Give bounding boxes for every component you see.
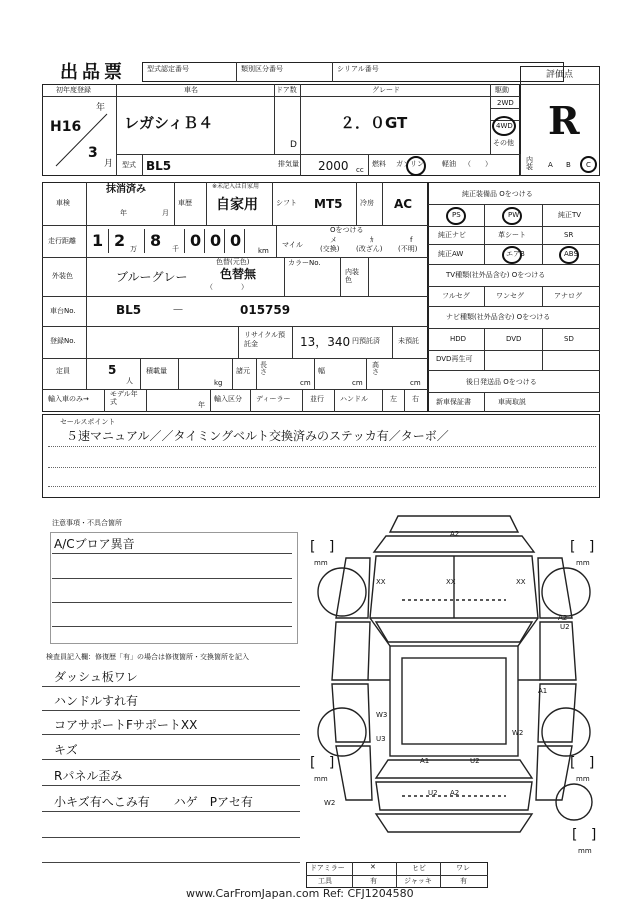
- recycle-not: 未預託: [398, 337, 419, 345]
- mark-front-right-fender: XX: [516, 578, 526, 586]
- eval-label: 評価点: [546, 70, 574, 80]
- fuel-gasoline-circle: [406, 156, 426, 176]
- legend-jack-mark: 有: [460, 877, 467, 885]
- mark-rear-bumper-a2: A2: [450, 789, 460, 797]
- mileage-circle-note: Oをつける: [330, 226, 364, 234]
- import-dealer: ディーラー: [256, 395, 291, 403]
- drive-4wd-circle: [492, 116, 516, 136]
- mileage-digit-6: 0: [230, 231, 242, 250]
- mark-front-left-fender: XX: [376, 578, 386, 586]
- legend-crack: ワレ: [456, 864, 470, 872]
- mileage-label: 走行距離: [48, 237, 76, 245]
- notes-label: 注意事項・不具合箇所: [52, 519, 122, 527]
- model-label: 型式: [122, 161, 136, 169]
- mm-front-left: mm: [314, 559, 328, 567]
- year-unit: 年: [96, 103, 106, 113]
- mm-front-right: mm: [576, 559, 590, 567]
- grade-label: グレード: [372, 86, 400, 94]
- capacity-label: 定員: [56, 367, 70, 375]
- model-value: BL5: [146, 159, 172, 173]
- equip-tv: 純正TV: [558, 211, 582, 219]
- recycle-unit: 円預託済: [352, 337, 380, 345]
- after-warranty: 新車保証書: [436, 398, 471, 406]
- drive-2wd: 2WD: [497, 99, 514, 107]
- bracket-rear-right: [ ]: [570, 755, 595, 771]
- legend-small-crack: ヒビ: [412, 864, 426, 872]
- form-title: 出品票: [60, 62, 126, 83]
- mm-rear-right: mm: [576, 775, 590, 783]
- recycle-value: 13，340: [300, 335, 351, 349]
- bracket-rear-left: [ ]: [310, 755, 335, 771]
- fuel-diesel: 軽油: [442, 160, 456, 168]
- mark-rear-u2: U2: [470, 757, 480, 765]
- mark-right-u2: U2: [560, 623, 570, 631]
- mark-hood: XX: [446, 578, 456, 586]
- inspector-line-6: 小キズ有へこみ有 ハゲ Pアセ有: [54, 795, 253, 809]
- handle-left: 左: [390, 395, 397, 403]
- import-handle: ハンドル: [340, 395, 368, 403]
- import-parallel: 並行: [310, 395, 324, 403]
- usage-note: ※未記入は自家用: [212, 183, 260, 190]
- mileage-modified: (改ざん): [356, 245, 383, 253]
- car-damage-diagram: [306, 510, 602, 850]
- displacement-value: 2000: [318, 159, 349, 173]
- eval-grade: R: [548, 98, 580, 143]
- shaken-value: 抹消済み: [106, 184, 146, 195]
- tv-title: TV種類(社外品含む) Oをつける: [446, 271, 546, 279]
- fuel-label: 燃料: [372, 160, 386, 168]
- serial-number-label: シリアル番号: [337, 65, 379, 73]
- after-manual: 車両取説: [498, 398, 526, 406]
- load-kg: kg: [214, 379, 223, 387]
- interior-label: 内装: [526, 156, 533, 171]
- vin-label: 車台No.: [50, 307, 76, 315]
- equip-pw-circle: [502, 207, 522, 225]
- load-label: 積載量: [146, 367, 167, 375]
- mark-left-rear-w2: W2: [324, 799, 336, 807]
- drive-4wd: 4WD: [496, 122, 513, 130]
- shift-value: MT5: [314, 197, 343, 211]
- dim-height: 高さ: [372, 361, 379, 376]
- equip-leather: 革シート: [498, 231, 526, 239]
- car-name-label: 車名: [184, 86, 198, 94]
- equip-navi: 純正ナビ: [438, 231, 466, 239]
- color-value: ブルーグレー: [116, 270, 188, 284]
- usage-value: 自家用: [216, 197, 258, 213]
- navi-hdd: HDD: [450, 335, 467, 343]
- dim-length: 長さ: [260, 361, 267, 376]
- after-title: 後日発送品 Oをつける: [466, 378, 537, 386]
- shaken-year: 年: [120, 209, 127, 217]
- equip-airbag-circle: [502, 246, 522, 264]
- cc-unit: cc: [356, 166, 364, 174]
- equip-ps-circle: [446, 207, 466, 225]
- legend-jack: ジャッキ: [404, 877, 432, 885]
- mark-left-w3: W3: [376, 711, 388, 719]
- ac-label: 冷房: [360, 199, 374, 207]
- inspector-line-2: ハンドルすれ有: [54, 694, 139, 708]
- mileage-exchange: (交換): [320, 245, 340, 253]
- note-line-1: A/Cブロア異音: [54, 537, 135, 551]
- mileage-digit-2: 2: [114, 231, 126, 250]
- navi-dvd: DVD: [506, 335, 522, 343]
- equipment-title: 純正装備品 Oをつける: [462, 190, 533, 198]
- interior-b: B: [566, 161, 571, 169]
- bracket-spare: [ ]: [572, 827, 597, 843]
- dim-width-cm: cm: [352, 379, 363, 387]
- interior-color-label: 内装色: [345, 268, 359, 285]
- shaken-month: 月: [162, 209, 169, 217]
- mileage-mile: マイル: [282, 241, 303, 249]
- bracket-front-left: [ ]: [310, 539, 335, 555]
- navi-title: ナビ種類(社外品含む) Oをつける: [446, 313, 551, 321]
- import-label: 輸入車のみ→: [48, 395, 89, 403]
- doors-suffix: D: [290, 140, 297, 150]
- usage-label: 車歴: [178, 199, 192, 207]
- equip-aw: 純正AW: [438, 250, 464, 258]
- interior-a: A: [548, 161, 553, 169]
- legend-tool-mark: 有: [370, 877, 377, 885]
- inspector-line-4: キズ: [54, 743, 78, 757]
- mileage-exchange-top: メ: [330, 236, 337, 244]
- mileage-unknown-top: f: [410, 236, 413, 244]
- vin-prefix: BL5: [116, 303, 142, 317]
- handle-right: 右: [412, 395, 419, 403]
- mileage-man: 万: [130, 245, 137, 253]
- import-year: 年: [198, 401, 205, 409]
- vin-dash: －: [172, 303, 185, 317]
- mark-right-w2: W2: [512, 729, 524, 737]
- mileage-unknown: (不明): [398, 245, 418, 253]
- displacement-label: 排気量: [278, 160, 299, 168]
- inspector-label: 検査員記入欄：修復歴「有」の場合は修復箇所・交換箇所を記入: [46, 653, 249, 661]
- mileage-modified-top: ｶ: [370, 236, 374, 244]
- type-cert-label: 型式認定番号: [147, 65, 189, 73]
- ac-value: AC: [394, 197, 413, 211]
- dim-length-cm: cm: [300, 379, 311, 387]
- model-year-label: モデル年式: [110, 390, 138, 406]
- drive-other: その他: [493, 139, 514, 147]
- mark-front-bumper: A2: [450, 530, 460, 538]
- capacity-value: 5: [108, 363, 117, 377]
- car-name: レガシィＢ４: [124, 114, 214, 132]
- navi-sd: SD: [564, 335, 574, 343]
- color-label: 外装色: [52, 272, 73, 280]
- dim-height-cm: cm: [410, 379, 421, 387]
- inspector-line-3: コアサポートFサポートXX: [54, 718, 198, 732]
- repaint-label: 色替(元色): [216, 258, 250, 266]
- spec-block: [42, 182, 428, 412]
- equip-abs: ABS: [564, 250, 578, 258]
- shift-label: シフト: [276, 199, 297, 207]
- fuel-paren: （ ）: [464, 160, 492, 168]
- first-reg-month: 3: [88, 145, 98, 161]
- bracket-front-right: [ ]: [570, 539, 595, 555]
- equip-ps: PS: [452, 211, 461, 219]
- registration-label: 登録No.: [50, 337, 76, 345]
- equip-pw: PW: [508, 211, 520, 219]
- mileage-digit-1: 1: [92, 231, 104, 250]
- mileage-sen: 千: [172, 245, 179, 253]
- footer-watermark: www.CarFromJapan.com Ref: CFJ1204580: [186, 887, 414, 900]
- first-reg-label: 初年度登録: [56, 86, 91, 94]
- capacity-unit: 人: [126, 377, 133, 385]
- sales-point-text: ５速マニュアル／／タイミングベルト交換済みのステッカ有／ターボ／: [66, 429, 449, 443]
- mark-rear-a1: A1: [420, 757, 430, 765]
- mm-spare: mm: [578, 847, 592, 855]
- tv-analog: アナログ: [554, 292, 582, 300]
- interior-c: C: [586, 161, 591, 169]
- tv-oneseg: ワンセグ: [496, 292, 524, 300]
- legend-tool: 工具: [318, 877, 332, 885]
- mileage-digit-4: 0: [190, 231, 202, 250]
- interior-c-circle: [580, 156, 597, 173]
- legend-door-mirror-mark: ✕: [370, 863, 376, 871]
- legend-door-mirror: ドアミラー: [310, 864, 345, 872]
- vin-number: 015759: [240, 303, 291, 317]
- fuel-gasoline: ガソリン: [396, 160, 424, 168]
- first-reg-year: H16: [50, 119, 82, 135]
- color-no-label: カラーNo.: [288, 259, 321, 267]
- mileage-digit-3: 8: [150, 231, 162, 250]
- dim-width: 幅: [318, 367, 325, 375]
- inspector-line-1: ダッシュ板ワレ: [54, 670, 138, 684]
- class-number-label: 類別区分番号: [241, 65, 283, 73]
- import-type-label: 輸入区分: [214, 395, 242, 403]
- shaken-label: 車検: [56, 199, 70, 207]
- month-unit: 月: [104, 159, 114, 169]
- dvd-playback: DVD再生可: [436, 355, 473, 363]
- mark-rear-bumper-u2: U2: [428, 789, 438, 797]
- mileage-km: km: [258, 247, 269, 255]
- equip-airbag: エアB: [506, 250, 525, 258]
- dims-label: 諸元: [236, 367, 250, 375]
- repaint-paren: （ ）: [206, 283, 248, 291]
- slash-divider: [52, 110, 112, 170]
- equip-abs-circle: [559, 246, 579, 264]
- grade-value: ２．０GT: [340, 114, 408, 132]
- repaint-value: 色替無: [220, 267, 257, 281]
- equip-sr: SR: [564, 231, 574, 239]
- mark-right-a2: A2: [558, 614, 568, 622]
- mark-right-a1: A1: [538, 687, 548, 695]
- tv-fullseg: フルセグ: [442, 292, 470, 300]
- sales-point-label: セールスポイント: [60, 418, 116, 426]
- mileage-digit-5: 0: [210, 231, 222, 250]
- drive-label: 駆動: [495, 86, 509, 94]
- inspector-line-5: Rパネル歪み: [54, 769, 123, 783]
- doors-label: ドア数: [276, 86, 297, 94]
- recycle-label: リサイクル預託金: [244, 331, 286, 349]
- mm-rear-left: mm: [314, 775, 328, 783]
- mark-left-u3: U3: [376, 735, 386, 743]
